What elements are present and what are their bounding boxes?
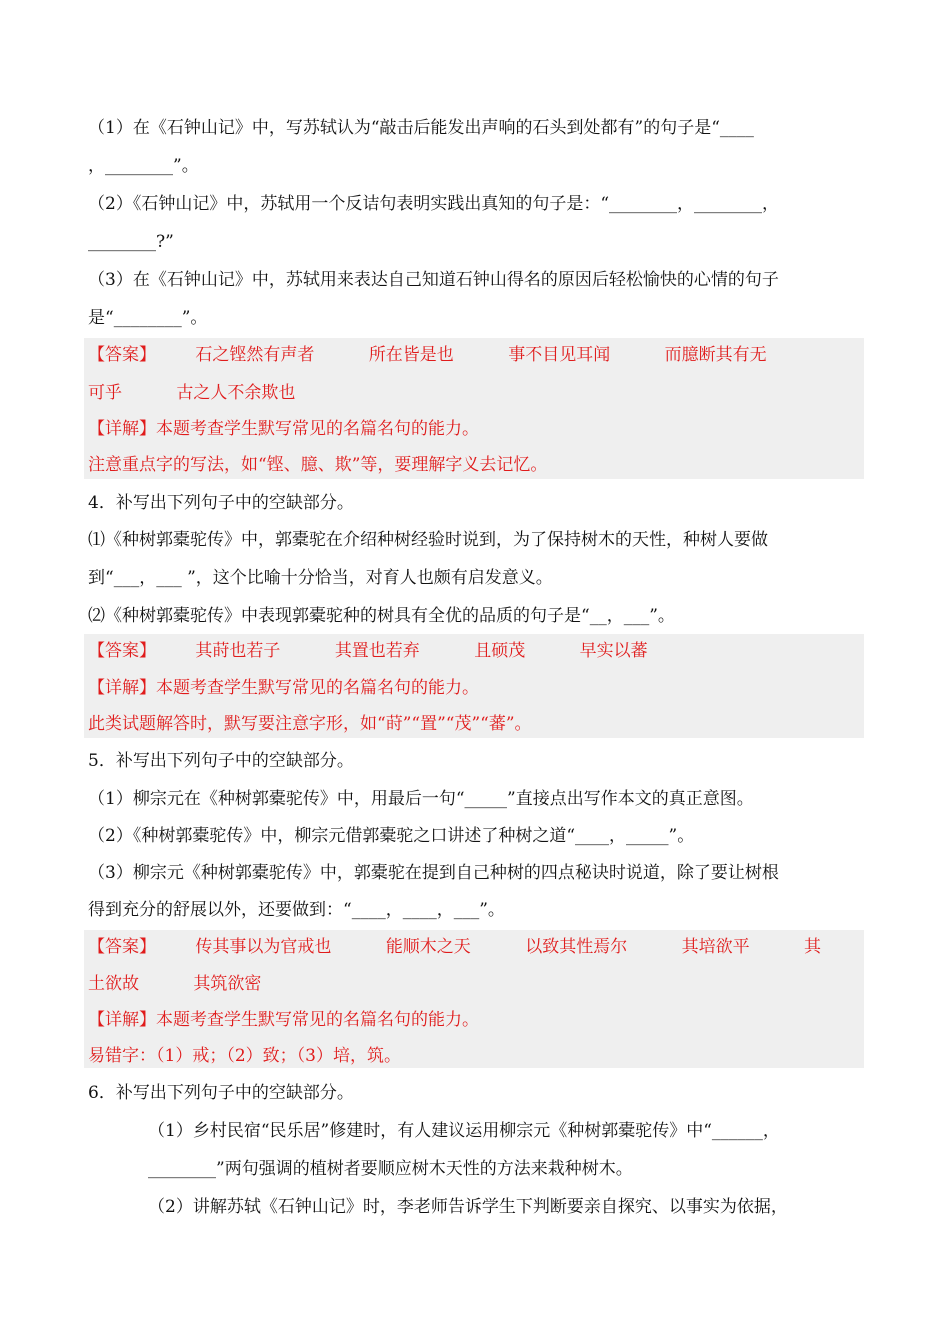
q3-note: 注意重点字的写法，如“铿、臆、欺”等，要理解字义去记忆。 xyxy=(88,455,548,475)
q3-line-4: ________?” xyxy=(88,232,174,252)
answer-tag: 【答案】 xyxy=(88,937,156,957)
q6-line-1: （1）乡村民宿“民乐居”修建时，有人建议运用柳宗元《种树郭橐驼传》中“______， xyxy=(148,1121,780,1141)
q5-note: 易错字：（1）戒；（2）致；（3）培，筑。 xyxy=(88,1046,401,1066)
answer-item: 土欲故 xyxy=(88,974,139,994)
answer-item: 所在皆是也 xyxy=(368,345,454,365)
q5-line-3: （3）柳宗元《种树郭橐驼传》中，郭橐驼在提到自己种树的四点秘诀时说道，除了要让树根 xyxy=(88,863,779,883)
explain-tag: 【详解】 xyxy=(88,678,156,698)
answer-item: 传其事以为官戒也 xyxy=(195,937,332,957)
q6-title: 6．补写出下列句子中的空缺部分。 xyxy=(88,1083,354,1103)
q3-line-6: 是“________”。 xyxy=(88,308,208,328)
answer-tag: 【答案】 xyxy=(88,345,156,365)
answer-item: 事不目见耳闻 xyxy=(508,345,611,365)
q5-line-4: 得到充分的舒展以外，还要做到：“____，____，___”。 xyxy=(88,900,505,920)
answer-item: 古之人不余欺也 xyxy=(176,383,296,403)
q6-line-2: ________”两句强调的植树者要顺应树木天性的方法来栽种树木。 xyxy=(148,1159,633,1179)
q4-answer-line xyxy=(88,638,648,664)
q4-line-3: ⑵《种树郭橐驼传》中表现郭橐驼种的树具有全优的品质的句子是“__，___”。 xyxy=(88,606,675,626)
q4-explain xyxy=(88,675,479,701)
q3-explain xyxy=(88,416,479,442)
answer-tag: 【答案】 xyxy=(88,641,156,661)
answer-item: 能顺木之天 xyxy=(385,937,471,957)
q5-line-2: （2）《种树郭橐驼传》中，柳宗元借郭橐驼之口讲述了种树之道“____，_____”。 xyxy=(88,826,695,846)
answer-item: 早实以蕃 xyxy=(579,641,648,661)
explain-text: 本题考查学生默写常见的名篇名句的能力。 xyxy=(156,1010,479,1030)
answer-item: 可乎 xyxy=(88,383,122,403)
q3-line-2: ，________”。 xyxy=(88,156,199,176)
q5-answer-line-1 xyxy=(88,934,821,960)
q5-line-1: （1）柳宗元在《种树郭橐驼传》中，用最后一句“_____”直接点出写作本文的真正意图。 xyxy=(88,789,754,809)
q3-line-1: （1）在《石钟山记》中，写苏轼认为“敲击后能发出声响的石头到处都有”的句子是“____ xyxy=(88,118,754,138)
answer-item: 而臆断其有无 xyxy=(664,345,767,365)
q5-title: 5．补写出下列句子中的空缺部分。 xyxy=(88,751,354,771)
explain-text: 本题考查学生默写常见的名篇名句的能力。 xyxy=(156,678,479,698)
answer-item: 其置也若弃 xyxy=(334,641,420,661)
answer-item: 其莳也若子 xyxy=(195,641,281,661)
q4-line-1: ⑴《种树郭橐驼传》中，郭橐驼在介绍种树经验时说到，为了保持树木的天性，种树人要做 xyxy=(88,530,768,550)
explain-tag: 【详解】 xyxy=(88,1010,156,1030)
answer-item: 其培欲平 xyxy=(681,937,750,957)
answer-item: 其筑欲密 xyxy=(193,974,262,994)
answer-item: 且硕茂 xyxy=(474,641,526,661)
explain-tag: 【详解】 xyxy=(88,419,156,439)
q3-answer-line-2 xyxy=(88,380,295,406)
q4-note: 此类试题解答时，默写要注意字形，如“莳”“置”“茂”“蕃”。 xyxy=(88,714,532,734)
q3-line-3: （2）《石钟山记》中，苏轼用一个反诘句表明实践出真知的句子是：“________，________， xyxy=(88,194,780,214)
q4-line-2: 到“___，___ ”，这个比喻十分恰当，对育人也颇有启发意义。 xyxy=(88,568,553,588)
q5-answer-line-2 xyxy=(88,971,261,997)
answer-item: 其 xyxy=(804,937,822,957)
answer-item: 石之铿然有声者 xyxy=(195,345,315,365)
q3-line-5: （3）在《石钟山记》中，苏轼用来表达自己知道石钟山得名的原因后轻松愉快的心情的句子 xyxy=(88,270,779,290)
q6-line-3: （2）讲解苏轼《石钟山记》时，李老师告诉学生下判断要亲自探究、以事实为依据， xyxy=(148,1197,788,1217)
answer-item: 以致其性焉尔 xyxy=(525,937,628,957)
q5-explain xyxy=(88,1007,479,1033)
explain-text: 本题考查学生默写常见的名篇名句的能力。 xyxy=(156,419,479,439)
q3-answer-line-1 xyxy=(88,342,767,368)
q4-title: 4．补写出下列句子中的空缺部分。 xyxy=(88,493,354,513)
